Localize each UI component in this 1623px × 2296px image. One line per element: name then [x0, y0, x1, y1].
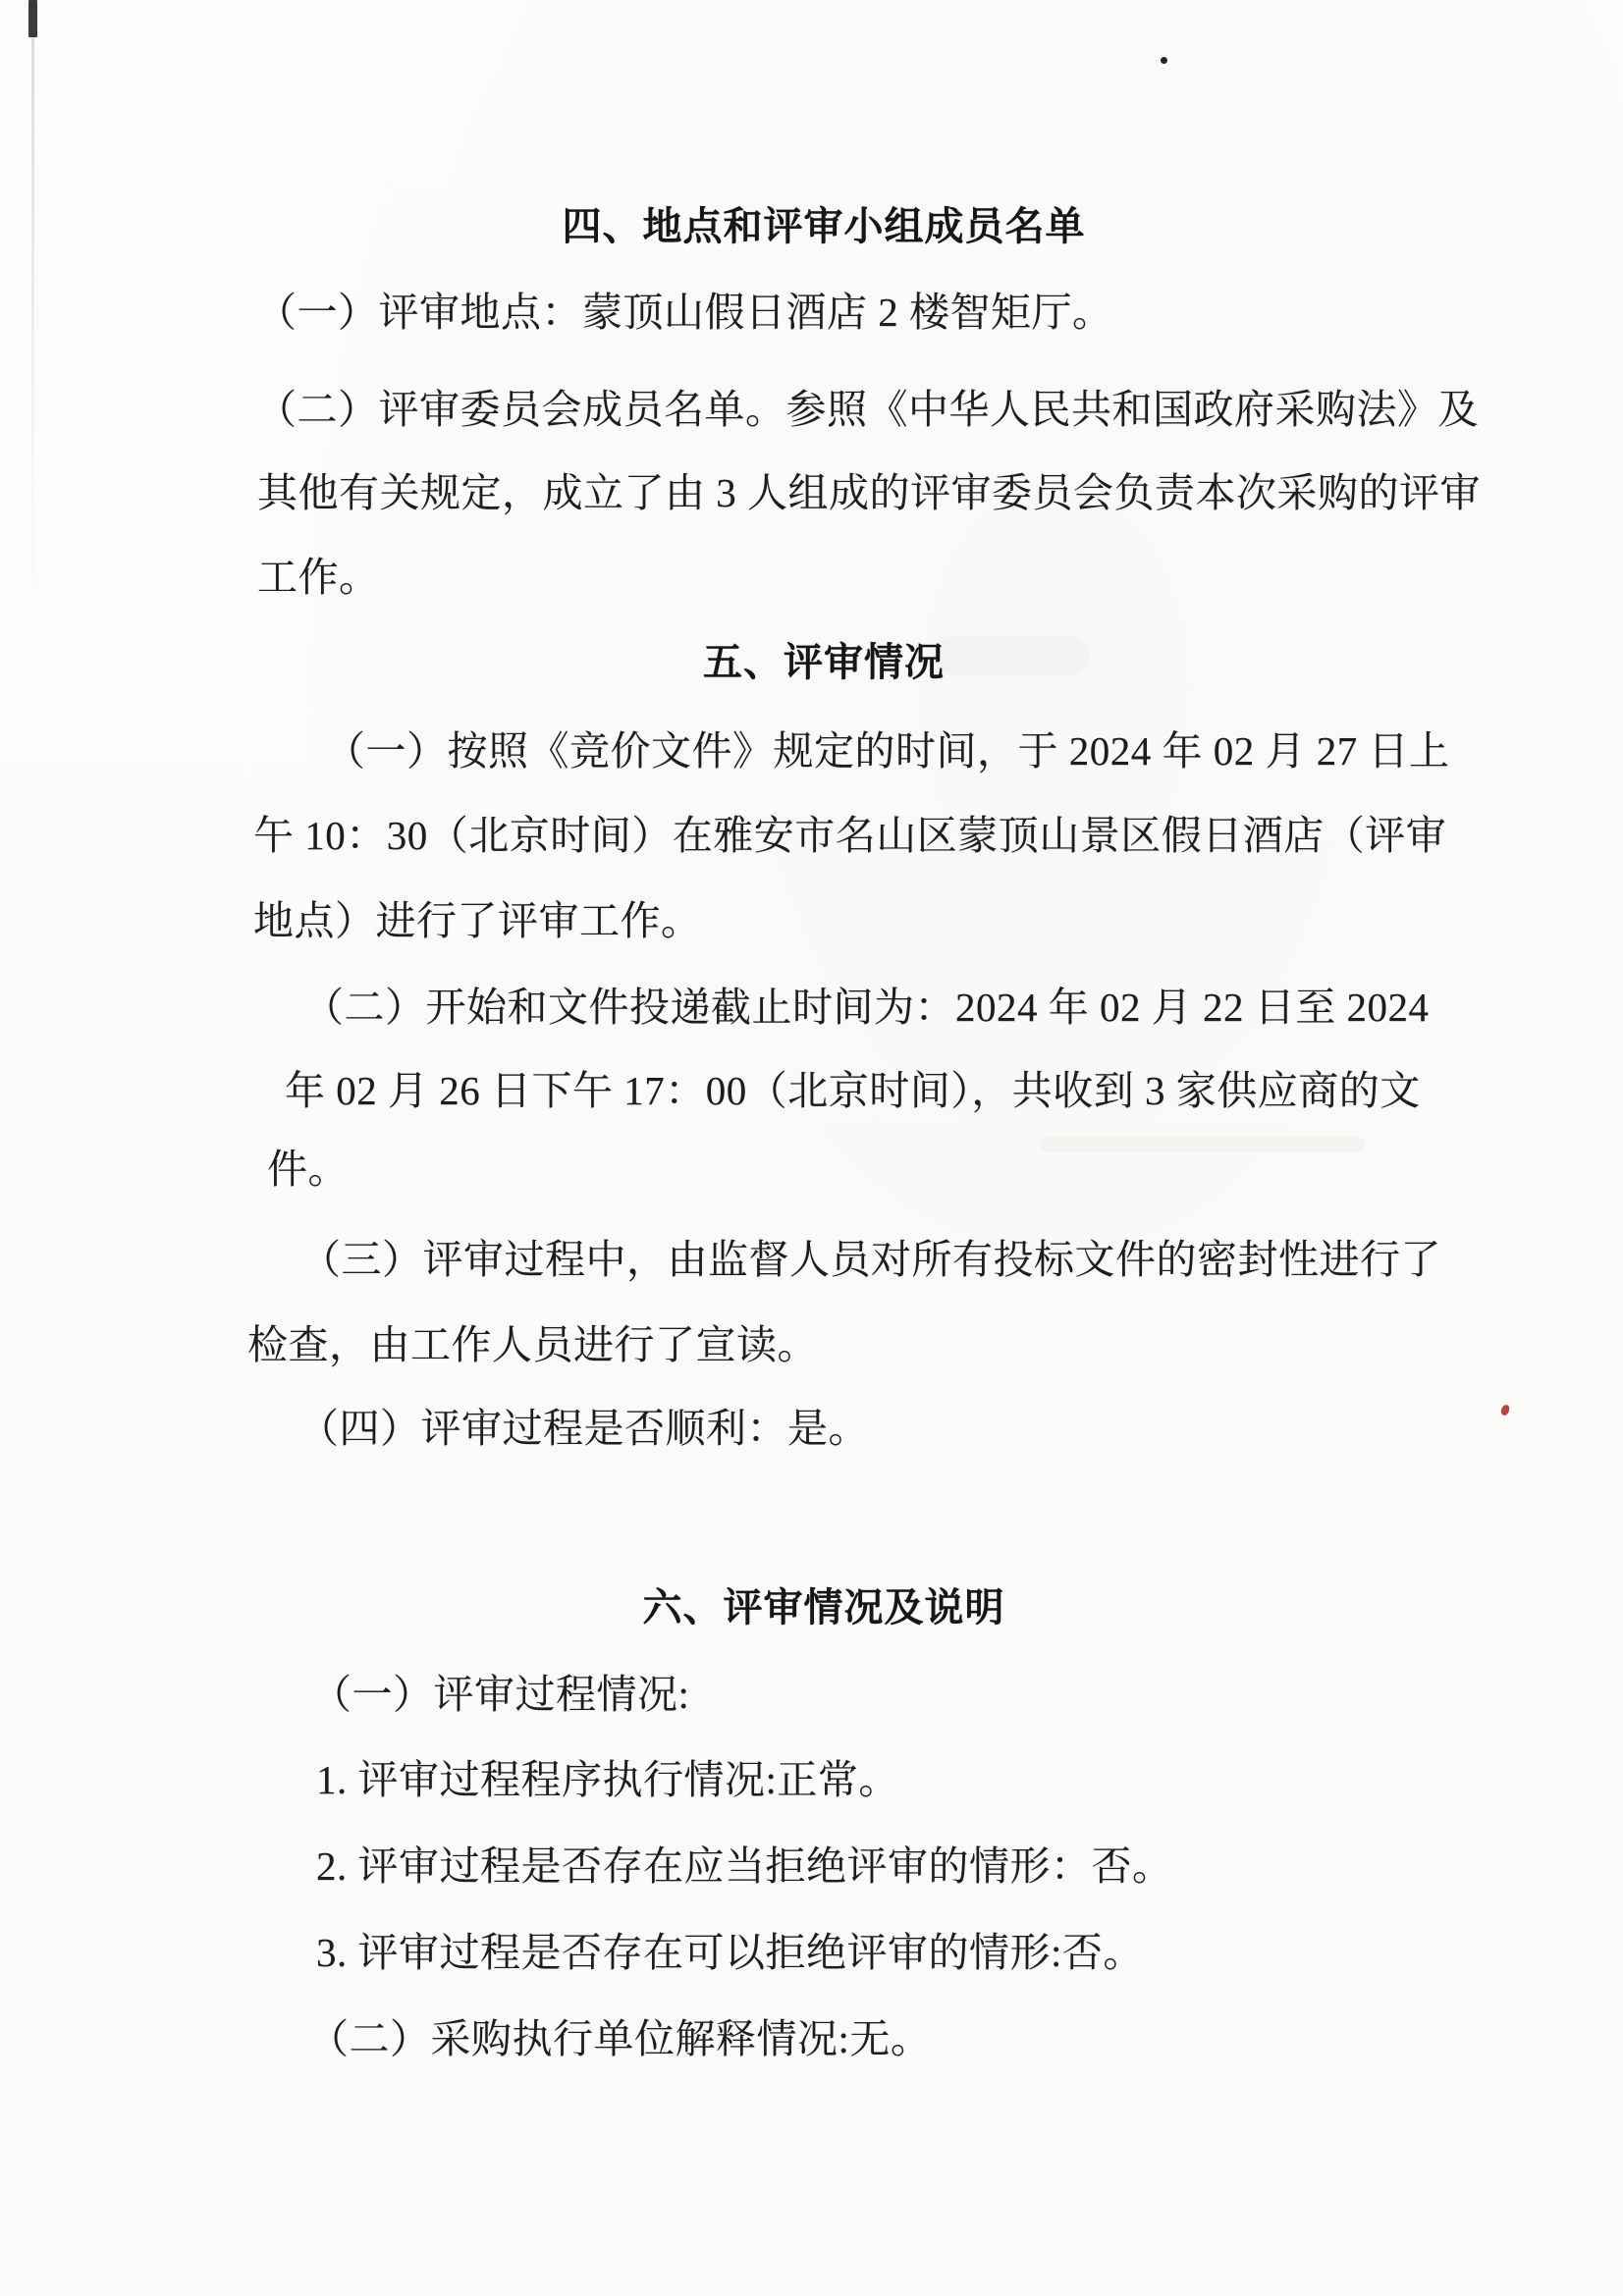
- paragraph-review-location: （一）评审地点：蒙顶山假日酒店 2 楼智矩厅。: [256, 290, 1113, 335]
- paragraph-seal-check-line-2: 检查，由工作人员进行了宣读。: [247, 1322, 818, 1367]
- paragraph-process-smooth: （四）评审过程是否顺利：是。: [298, 1406, 869, 1451]
- scan-artifact-smudge: [1041, 1137, 1365, 1152]
- list-item-procedure-normal: 1. 评审过程程序执行情况:正常。: [316, 1757, 899, 1802]
- paragraph-seal-check-line-1: （三）评审过程中，由监督人员对所有投标文件的密封性进行了: [300, 1237, 1441, 1282]
- scan-artifact-black-dot: [1161, 57, 1167, 64]
- paragraph-deadline-line-2: 年 02 月 26 日下午 17：00（北京时间），共收到 3 家供应商的文: [285, 1068, 1421, 1113]
- scan-artifact-bar: [28, 0, 37, 37]
- paragraph-committee-roster-line-2: 其他有关规定，成立了由 3 人组成的评审委员会负责本次采购的评审: [257, 470, 1481, 515]
- paragraph-executor-explanation: （二）采购执行单位解释情况:无。: [308, 2016, 932, 2061]
- scan-artifact-streak: [31, 37, 34, 597]
- list-item-may-reject: 3. 评审过程是否存在可以拒绝评审的情形:否。: [316, 1930, 1144, 1975]
- list-item-must-reject: 2. 评审过程是否存在应当拒绝评审的情形：否。: [316, 1843, 1173, 1889]
- paragraph-committee-roster-line-3: 工作。: [257, 555, 380, 600]
- section-heading-four: 四、地点和评审小组成员名单: [562, 205, 1086, 248]
- paragraph-review-time-line-1: （一）按照《竞价文件》规定的时间，于 2024 年 02 月 27 日上: [325, 728, 1450, 774]
- paragraph-committee-roster-line-1: （二）评审委员会成员名单。参照《中华人民共和国政府采购法》及: [256, 387, 1479, 432]
- section-heading-five: 五、评审情况: [703, 641, 945, 684]
- paragraph-review-time-line-3: 地点）进行了评审工作。: [253, 898, 702, 943]
- paragraph-deadline-line-1: （二）开始和文件投递截止时间为：2024 年 02 月 22 日至 2024: [303, 985, 1430, 1030]
- section-heading-six: 六、评审情况及说明: [642, 1586, 1005, 1629]
- scan-artifact-red-dot: [1500, 1404, 1510, 1415]
- paragraph-process-overview: （一）评审过程情况:: [311, 1672, 690, 1717]
- paragraph-review-time-line-2: 午 10：30（北京时间）在雅安市名山区蒙顶山景区假日酒店（评审: [253, 813, 1447, 858]
- paragraph-deadline-line-3: 件。: [267, 1147, 349, 1192]
